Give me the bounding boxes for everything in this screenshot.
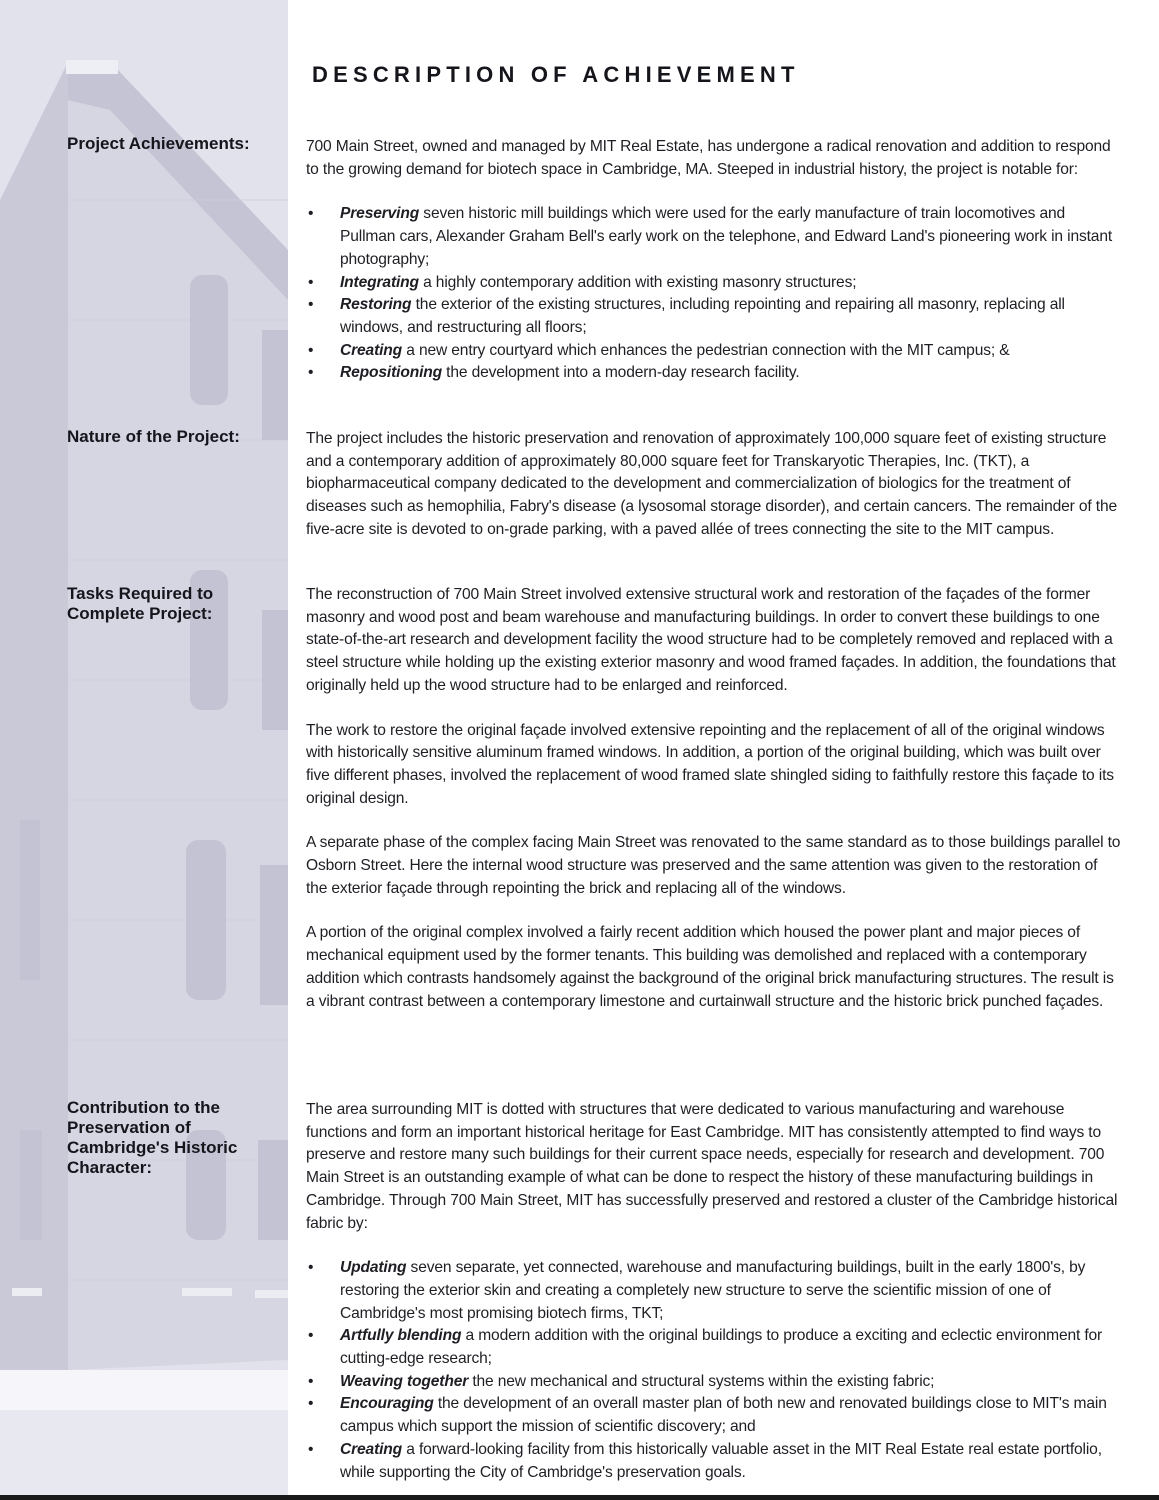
bullet-lead: Weaving together	[340, 1372, 469, 1390]
paragraph: A separate phase of the complex facing Main Street was renovated to the same standard as to those buildings parallel to Osborn Street. Here the internal wood structure was preserved and the same attention was given to the restoration of the exterior façade through repointing the brick and replacing all of the windows.	[306, 834, 1121, 897]
page-title: DESCRIPTION OF ACHIEVEMENT	[312, 62, 800, 87]
paragraph: The project includes the historic preservation and renovation of approximately 100,000 square feet of existing structure and a contemporary addition of approximately 80,000 square feet for Transkaryotic Therapies, Inc. (TKT), a biopharmaceutical company dedicated to the development and commercialization of biologics for the treatment of diseases such as hemophilia, Fabry's disease (a lysosomal storage disorder), and certain cancers. The remainder of the five-acre site is devoted to on-grade parking, with a paved allée of trees connecting the site to the MIT campus.	[306, 430, 1118, 538]
sidebar-photo-panel	[0, 0, 288, 1495]
bullet-lead: Repositioning	[340, 364, 442, 382]
paragraph: A portion of the original complex involved a fairly recent addition which housed the power plant and major pieces of mechanical equipment used by the former tenants. This building was demolished and replaced with a contemporary addition which contrasts handsomely against the background of the original brick manufacturing structures. The result is a vibrant contrast between a contemporary limestone and curtainwall structure and the historic brick punched façades.	[306, 924, 1114, 1010]
bullet-lead: Encouraging	[340, 1395, 434, 1413]
bullet-text: seven separate, yet connected, warehouse and manufacturing buildings, built in the early 1800's, by restoring the exterior skin and creating a completely new structure to serve the scientific mission of one of Cambridge's most promising biotech firms, TKT;	[340, 1259, 1086, 1322]
bullet-lead: Integrating	[340, 273, 419, 291]
label-contribution: Contribution to the Preservation of Cambridge's Historic Character:	[67, 1098, 238, 1177]
bullet-text: a new entry courtyard which enhances the pedestrian connection with the MIT campus; &	[402, 341, 1010, 359]
intro-paragraph: The area surrounding MIT is dotted with structures that were dedicated to various manufacturing and warehouse functions and form an important historical heritage for East Cambridge. MIT has consistently attempted to find ways to preserve and restore many such buildings for their current space needs, especially for research and development. 700 Main Street is an outstanding example of what can be done to respect the history of these manufacturing buildings in Cambridge. Through 700 Main Street, MIT has successfully preserved and restored a cluster of the Cambridge historical fabric by:	[306, 1101, 1118, 1232]
label-nature-of-project: Nature of the Project:	[67, 427, 240, 446]
list-item	[306, 1393, 1121, 1438]
bullet-icon: •	[308, 341, 314, 359]
bullet-text: the exterior of the existing structures, including repointing and repairing all masonry, replacing all windows, and restructuring all floors;	[340, 296, 1065, 336]
achievements-list	[306, 203, 1121, 385]
bullet-lead: Creating	[340, 341, 403, 359]
bullet-text: seven historic mill buildings which were used for the early manufacture of train locomotives and Pullman cars, Alexander Graham Bell's early work on the telephone, and Edward Land's pioneering work in instant photography;	[340, 205, 1113, 268]
bullet-icon: •	[308, 1440, 314, 1458]
label-tasks-required: Tasks Required to Complete Project:	[67, 584, 214, 623]
bullet-icon: •	[308, 205, 314, 223]
section-tasks-required	[306, 584, 1121, 1013]
bullet-lead: Restoring	[340, 296, 412, 314]
list-item	[306, 1257, 1121, 1325]
bullet-lead: Artfully blending	[340, 1327, 462, 1345]
bullet-icon: •	[308, 273, 314, 291]
section-nature-of-project	[306, 428, 1121, 542]
section-contribution	[306, 1099, 1121, 1484]
bullet-icon: •	[308, 1395, 314, 1413]
list-item	[306, 272, 1121, 295]
list-item	[306, 340, 1121, 363]
list-item	[306, 294, 1121, 339]
list-item	[306, 1325, 1121, 1370]
intro-paragraph: 700 Main Street, owned and managed by MIT Real Estate, has undergone a radical renovation and addition to respond to the growing demand for biotech space in Cambridge, MA. Steeped in industrial history, the project is notable for:	[306, 138, 1111, 178]
bullet-lead: Creating	[340, 1440, 403, 1458]
bullet-icon: •	[308, 1372, 314, 1390]
bullet-icon: •	[308, 1259, 314, 1277]
bullet-text: a forward-looking facility from this historically valuable asset in the MIT Real Estate real estate portfolio, while supporting the City of Cambridge's preservation goals.	[340, 1440, 1102, 1481]
bullet-lead: Preserving	[340, 205, 420, 223]
list-item	[306, 1371, 1121, 1394]
brick-building-photo	[0, 0, 288, 1495]
list-item	[306, 1439, 1121, 1484]
bullet-icon: •	[308, 1327, 314, 1345]
paragraph: The work to restore the original façade involved extensive repointing and the replacement of all of the original windows with historically sensitive aluminum framed windows. In addition, a portion of the original building, which was built over five different phases, involved the replacement of wood framed slate shingled siding to faithfully restore this façade to its original design.	[306, 721, 1114, 807]
contribution-list	[306, 1257, 1121, 1484]
bullet-icon: •	[308, 364, 314, 382]
paragraph: The reconstruction of 700 Main Street involved extensive structural work and restoration of the façades of the former masonry and wood post and beam warehouse and manufacturing buildings. In order to convert these buildings to one state-of-the-art research and development facility the wood structure had to be completely removed and replaced with a steel structure while holding up the existing exterior masonry and wood framed façades. In addition, the foundations that originally held up the wood structure had to be enlarged and reinforced.	[306, 586, 1116, 694]
bottom-border	[0, 1495, 1159, 1500]
label-project-achievements: Project Achievements:	[67, 134, 250, 153]
bullet-text: a modern addition with the original buildings to produce a exciting and eclectic environment for cutting-edge research;	[340, 1327, 1103, 1368]
bullet-text: a highly contemporary addition with existing masonry structures;	[418, 273, 857, 291]
list-item	[306, 362, 1121, 385]
list-item	[306, 203, 1121, 271]
bullet-text: the development of an overall master plan of both new and renovated buildings close to MIT's main campus which support the mission of scientific discovery; and	[340, 1395, 1107, 1436]
bullet-lead: Updating	[340, 1259, 407, 1277]
bullet-text: the development into a modern-day research facility.	[442, 364, 800, 382]
section-project-achievements	[306, 136, 1121, 385]
bullet-text: the new mechanical and structural systems within the existing fabric;	[468, 1372, 935, 1390]
bullet-icon: •	[308, 296, 314, 314]
